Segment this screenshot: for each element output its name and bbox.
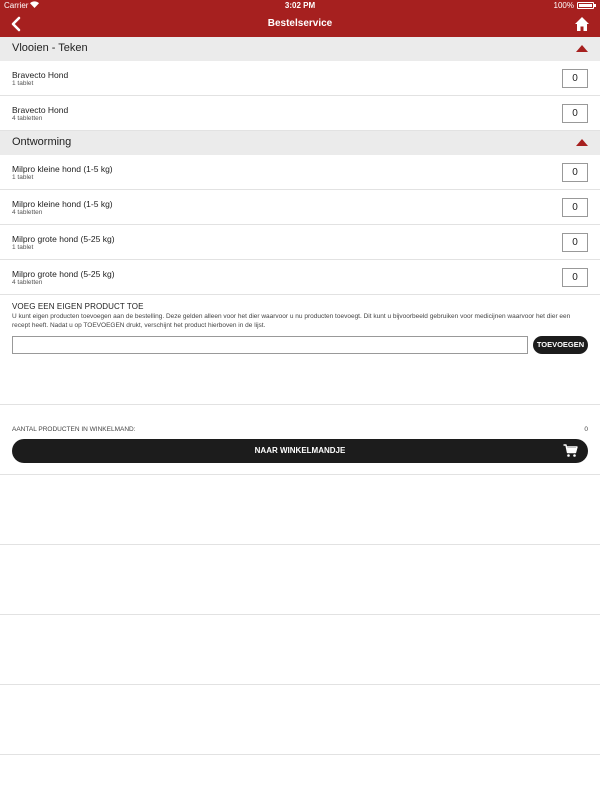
empty-row-divider xyxy=(0,684,600,685)
cart-count-row xyxy=(12,426,588,433)
section-title: Vlooien - Teken xyxy=(12,42,88,54)
product-quantity-description: 4 tabletten xyxy=(12,279,43,286)
product-row xyxy=(0,61,600,96)
product-row xyxy=(0,190,600,225)
shopping-cart-icon xyxy=(563,444,578,458)
collapse-caret-icon xyxy=(576,139,588,146)
product-quantity-description: 1 tablet xyxy=(12,174,34,181)
product-row xyxy=(0,260,600,295)
product-row xyxy=(0,155,600,190)
empty-row-divider xyxy=(0,474,600,475)
product-name: Milpro grote hond (5-25 kg) xyxy=(12,234,115,244)
product-name: Bravecto Hond xyxy=(12,105,69,115)
cart-count-label: AANTAL PRODUCTEN IN WINKELMAND: xyxy=(12,426,136,433)
quantity-input[interactable]: 0 xyxy=(562,268,588,287)
home-icon[interactable] xyxy=(574,16,590,32)
quantity-input[interactable]: 0 xyxy=(562,104,588,123)
product-quantity-description: 4 tabletten xyxy=(12,115,43,122)
quantity-input[interactable]: 0 xyxy=(562,163,588,182)
empty-row-divider xyxy=(0,754,600,755)
add-own-product-panel xyxy=(0,295,600,405)
add-own-product-heading: VOEG EEN EIGEN PRODUCT TOE xyxy=(12,302,144,311)
quantity-input[interactable]: 0 xyxy=(562,233,588,252)
clock: 3:02 PM xyxy=(284,1,316,10)
product-name: Milpro kleine hond (1-5 kg) xyxy=(12,164,113,174)
empty-row-divider xyxy=(0,544,600,545)
own-product-input[interactable] xyxy=(12,336,528,354)
add-button[interactable]: TOEVOEGEN xyxy=(533,336,588,354)
product-row xyxy=(0,225,600,260)
section-header-ontworming[interactable] xyxy=(0,131,600,155)
empty-row-divider xyxy=(0,614,600,615)
section-header-vlooien-teken[interactable] xyxy=(0,37,600,61)
status-bar xyxy=(0,0,600,11)
product-quantity-description: 1 tablet xyxy=(12,80,34,87)
nav-bar xyxy=(0,11,600,37)
product-quantity-description: 4 tabletten xyxy=(12,209,43,216)
quantity-input[interactable]: 0 xyxy=(562,198,588,217)
section-title: Ontworming xyxy=(12,136,72,148)
go-to-cart-button[interactable] xyxy=(12,439,588,463)
battery-percentage: 100% xyxy=(553,1,574,10)
battery-icon xyxy=(577,2,594,9)
quantity-input[interactable]: 0 xyxy=(562,69,588,88)
go-to-cart-label: NAAR WINKELMANDJE xyxy=(254,446,346,455)
product-row xyxy=(0,96,600,131)
add-own-product-description: U kunt eigen producten toevoegen aan de bestelling. Deze gelden alleen voor het dier waarvoor u nu producten toevoegt. Dit kunt u bijvoorbeeld gebruiken voor medicijnen waarvoor het dier een recept heeft. Nadat u op TOEVOEGEN drukt, verschijnt het product hierboven in de lijst. xyxy=(12,313,571,329)
product-name: Milpro kleine hond (1-5 kg) xyxy=(12,199,113,209)
product-quantity-description: 1 tablet xyxy=(12,244,34,251)
product-name: Milpro grote hond (5-25 kg) xyxy=(12,269,115,279)
product-name: Bravecto Hond xyxy=(12,70,69,80)
page-title: Bestelservice xyxy=(267,18,333,29)
collapse-caret-icon xyxy=(576,45,588,52)
cart-count-value: 0 xyxy=(584,426,588,433)
carrier-label: Carrier xyxy=(4,1,29,10)
